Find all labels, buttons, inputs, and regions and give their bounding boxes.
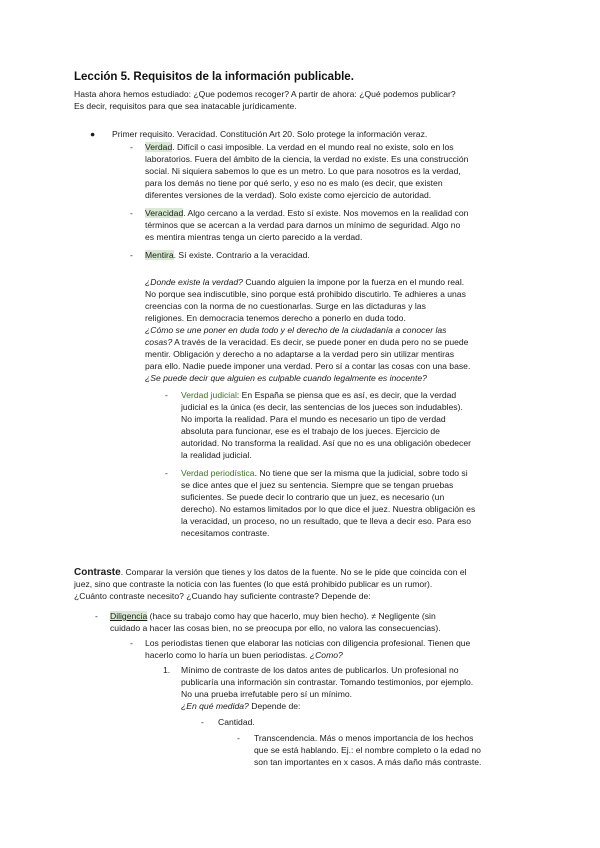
periodistas-line-1: Los periodistas tienen que elaborar las noticias con diligencia profesional. Tienen que: [145, 638, 471, 648]
donde-line-3: creencias con la norma de no cuestionarlas. Surge en las dictaduras y las: [145, 301, 426, 311]
dash-marker: -: [165, 390, 168, 400]
minimo-line-4: [181, 701, 300, 712]
judicial-line-3: No importa la realidad. Para el mundo es necesario un tipo de verdad: [181, 414, 446, 424]
verdad-line-2: laboratorios. Fuera del ámbito de la ciencia, la verdad no existe. Es una construcción: [145, 154, 469, 164]
periodistica-text-1: . No tiene que ser la misma que la judicial, sobre todo si: [254, 468, 468, 478]
dash-marker: -: [201, 717, 204, 727]
minimo-line-2: publicaría una información sin contrastar. Tomando testimonios, por ejemplo.: [181, 677, 474, 687]
judicial-term: Verdad judicial: [181, 390, 237, 400]
periodistica-line-4: derecho). No estamos limitados por lo que dice el juez. Nuestra obligación es: [181, 504, 476, 514]
judicial-line-1: [181, 390, 456, 401]
diligencia-line-2: cuidado a hacer las cosas bien, no se preocupa por ello, no valora las consecuencias).: [110, 623, 441, 633]
req1-text: Primer requisito. Veracidad. Constitución Art 20. Solo protege la información veraz.: [112, 129, 428, 139]
donde-line-2: No porque sea indiscutible, sino porque está prohibido discutirlo. Te adhieres a unas: [145, 289, 466, 299]
verdad-line-4: para los demás no tiene por qué serlo, y eso no es malo (es decir, que existen: [145, 178, 443, 188]
judicial-line-5: autoridad. No transforma la realidad. Así que no es una obligación obedecer: [181, 438, 471, 448]
cantidad-label: Cantidad.: [218, 717, 255, 727]
judicial-line-6: la realidad judicial.: [181, 450, 252, 460]
mentira-term: Mentira: [145, 250, 174, 260]
verdad-line-1: [145, 142, 454, 153]
contraste-text-1: . Comparar la versión que tienes y los datos de la fuente. No se le pide que coincida con el: [120, 567, 467, 577]
judicial-line-4: absoluta para funcionar, ese es el trabajo de los jueces. Ejercicio de: [181, 426, 440, 436]
donde-line-7: para ello. Nadie puede imponer una verdad. Pero sí a contar las cosas con una base.: [145, 361, 471, 371]
diligencia-term: Diligencia: [110, 611, 148, 621]
dash-marker: -: [165, 468, 168, 478]
dash-marker: -: [95, 611, 98, 621]
periodistica-term: Verdad periodística: [181, 468, 255, 478]
periodistica-line-6: necesitamos contraste.: [181, 528, 270, 538]
veracidad-text-1: . Algo cercano a la verdad. Esto sí existe. Nos movemos en la realidad con: [183, 208, 469, 218]
verdad-line-3: social. Ni siquiera sabemos lo que es un metro. Lo que para nosotros es la verdad,: [145, 166, 461, 176]
contraste-term: Contraste: [74, 567, 121, 578]
bullet-icon: ●: [90, 129, 96, 139]
judicial-text-1: : En España se piensa que es así, es decir, que la verdad: [236, 390, 457, 400]
veracidad-line-1: [145, 208, 468, 219]
dash-marker: -: [130, 638, 133, 648]
verdad-text-1: . Difícil o casi imposible. La verdad en el mundo real no existe, solo en los: [172, 142, 454, 152]
mentira-line: [145, 250, 310, 261]
periodistica-line-2: se dice antes que el juez su sentencia. Siempre que se tengan pruebas: [181, 480, 454, 490]
periodistas-line-2: [145, 650, 343, 661]
culpable-question: ¿Se puede decir que alguien es culpable cuando legalmente es inocente?: [145, 373, 427, 383]
periodistica-line-3: suficientes. Se puede decir lo contrario que un juez, es necesario (un: [181, 492, 445, 502]
periodistica-line-5: la veracidad, un proceso, no un resultado, que te lleva a decir eso. Para eso: [181, 516, 471, 526]
donde-text-5: A través de la veracidad. Es decir, se puede poner en duda pero no se puede: [172, 337, 469, 347]
contraste-line-1: [74, 567, 467, 578]
veracidad-line-2: términos que se acercan a la verdad para darnos un mínimo de seguridad. Algo no: [145, 220, 461, 230]
en-que-medida-question: ¿En qué medida?: [181, 701, 249, 711]
donde-line-4: religiones. En democracia tenemos derecho a ponerlo en duda todo.: [145, 313, 406, 323]
page-title: Lección 5. Requisitos de la información publicable.: [74, 71, 354, 83]
dash-marker: -: [130, 208, 133, 218]
minimo-line-3: No una prueba irrefutable pero sí un mínimo.: [181, 689, 353, 699]
donde-line-1: [145, 277, 464, 288]
periodistas-text-2: hacerlo como lo haría un buen periodistas.: [145, 650, 310, 660]
donde-line-5: [145, 337, 468, 348]
veracidad-line-3: es mentira mientras tenga un cierto parecido a la verdad.: [145, 232, 363, 242]
como-question-line: ¿Cómo se une poner en duda todo y el derecho de la ciudadanía a conocer las: [145, 325, 447, 335]
contraste-line-2: juez, sino que contraste la noticia con las fuentes (lo que está prohibido publicar es un rumor).: [74, 579, 433, 589]
dash-marker: -: [237, 733, 240, 743]
dash-marker: -: [130, 250, 133, 260]
mentira-text: . Sí existe. Contrario a la veracidad.: [173, 250, 310, 260]
verdad-term: Verdad: [145, 142, 173, 152]
trascendencia-line-1: Transcendencia. Más o menos importancia de los hechos: [254, 733, 474, 743]
minimo-line-1: Mínimo de contraste de los datos antes de publicarlos. Un profesional no: [181, 665, 459, 675]
donde-line-6: mentir. Obligación y derecho a no adaptarse a la verdad pero sin utilizar mentiras: [145, 349, 455, 359]
donde-text-1: Cuando alguien la impone por la fuerza en el mundo real.: [242, 277, 465, 287]
como-question-end: cosas?: [145, 337, 173, 347]
trascendencia-line-2: que se está hablando. Ej.: el nombre completo o la edad no: [254, 745, 481, 755]
verdad-line-5: diferentes versiones de la verdad). Solo existe como ejercicio de autoridad.: [145, 190, 432, 200]
periodistica-line-1: [181, 468, 468, 479]
veracidad-term: Veracidad: [145, 208, 184, 218]
list-number: 1.: [163, 665, 171, 675]
intro-line-1: Hasta ahora hemos estudiado: ¿Que podemos recoger? A partir de ahora: ¿Qué podemos publicar?: [74, 89, 456, 99]
trascendencia-line-3: son tan importantes en x casos. A más daño más contraste.: [254, 757, 482, 767]
donde-question: ¿Donde existe la verdad?: [145, 277, 243, 287]
dash-marker: -: [130, 142, 133, 152]
contraste-line-3: ¿Cuánto contraste necesito? ¿Cuando hay suficiente contraste? Depende de:: [74, 591, 371, 601]
diligencia-text-1: (hace su trabajo como hay que hacerlo, muy bien hecho). ≠ Negligente (sin: [147, 611, 436, 621]
como-label: ¿Como?: [309, 650, 343, 660]
intro-line-2: Es decir, requisitos para que sea inatacable jurídicamente.: [74, 101, 297, 111]
judicial-line-2: judicial es la única (es decir, las sentencias de los jueces son indudables).: [181, 402, 463, 412]
depende-de: Depende de:: [248, 701, 301, 711]
diligencia-line-1: [110, 611, 436, 622]
